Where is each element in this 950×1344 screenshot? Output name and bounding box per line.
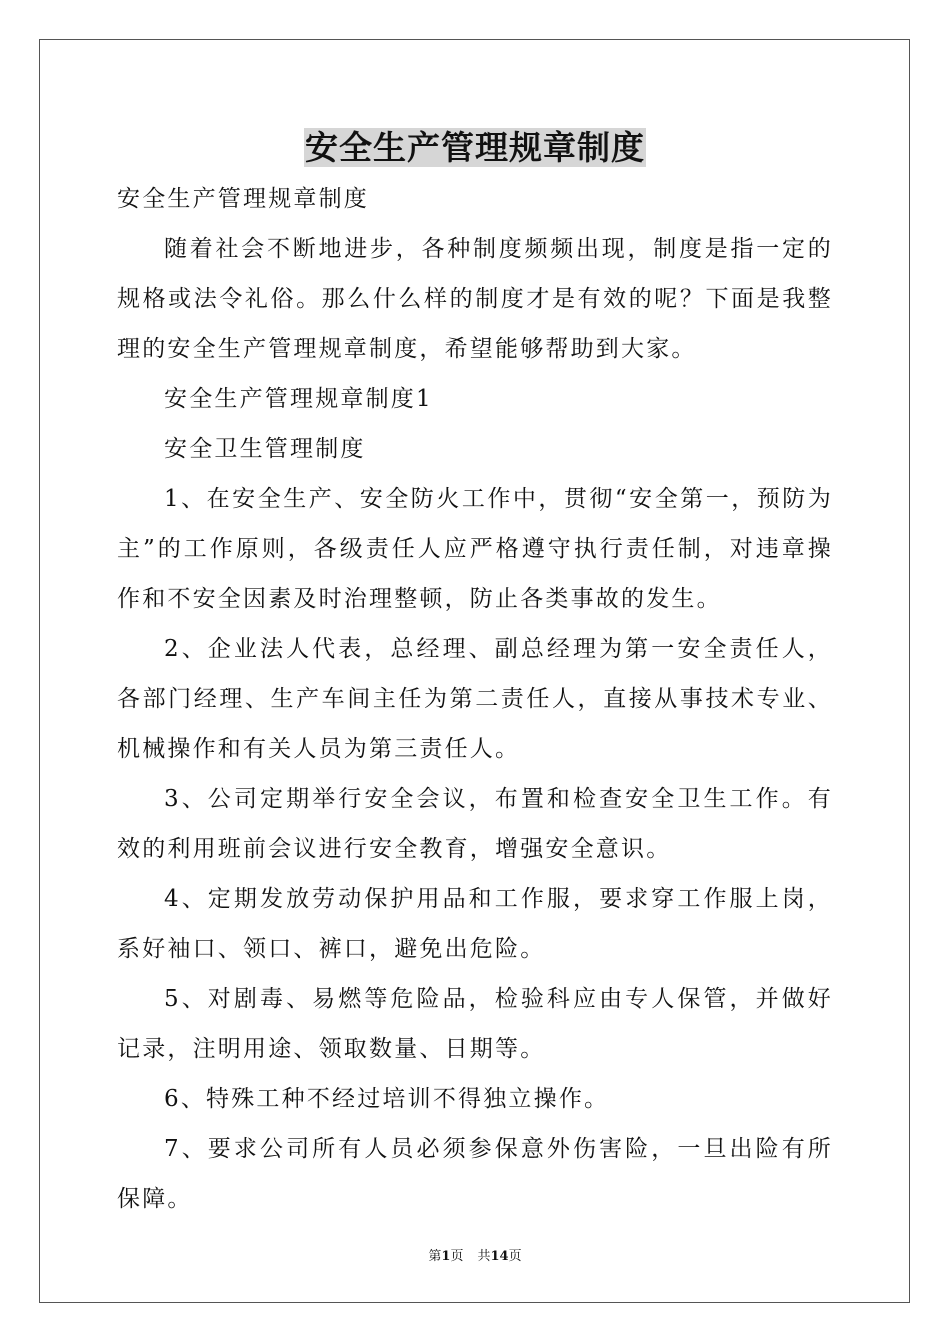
paragraph-item-3: 3、公司定期举行安全会议，布置和检查安全卫生工作。有效的利用班前会议进行安全教育，增强安全意识。 (117, 786, 833, 862)
paragraph-item-2: 2、企业法人代表，总经理、副总经理为第一安全责任人，各部门经理、生产车间主任为第二责任人，直接从事技术专业、机械操作和有关人员为第三责任人。 (117, 636, 833, 762)
paragraph-intro: 随着社会不断地进步，各种制度频频出现，制度是指一定的规格或法令礼俗。那么什么样的制度才是有效的呢？下面是我整理的安全生产管理规章制度，希望能够帮助到大家。 (117, 236, 833, 362)
page-suffix: 页 (450, 1249, 464, 1264)
paragraph-item-6: 6、特殊工种不经过培训不得独立操作。 (164, 1086, 610, 1112)
page-number: 1 (441, 1249, 451, 1264)
document-body (117, 174, 833, 1224)
paragraph-item-7: 7、要求公司所有人员必须参保意外伤害险，一旦出险有所保障。 (117, 1136, 833, 1212)
total-pages: 14 (490, 1249, 509, 1264)
paragraph-item-5: 5、对剧毒、易燃等危险品，检验科应由专人保管，并做好记录，注明用途、领取数量、日期等。 (117, 986, 833, 1062)
page-prefix: 第 (428, 1249, 442, 1264)
document-title-text: 安全生产管理规章制度 (305, 128, 645, 167)
paragraph-item-1: 1、在安全生产、安全防火工作中，贯彻“安全第一，预防为主”的工作原则，各级责任人应严格遵守执行责任制，对违章操作和不安全因素及时治理整顿，防止各类事故的发生。 (117, 486, 833, 612)
total-prefix: 共 (477, 1249, 491, 1264)
section-heading: 安全生产管理规章制度1 (164, 386, 433, 412)
page-footer (0, 1248, 950, 1266)
paragraph-item-4: 4、定期发放劳动保护用品和工作服，要求穿工作服上岗，系好袖口、领口、裤口，避免出危险。 (117, 886, 833, 962)
total-suffix: 页 (508, 1249, 522, 1264)
subsection-heading: 安全卫生管理制度 (164, 436, 366, 462)
document-subtitle: 安全生产管理规章制度 (117, 186, 369, 212)
document-title (0, 126, 950, 170)
